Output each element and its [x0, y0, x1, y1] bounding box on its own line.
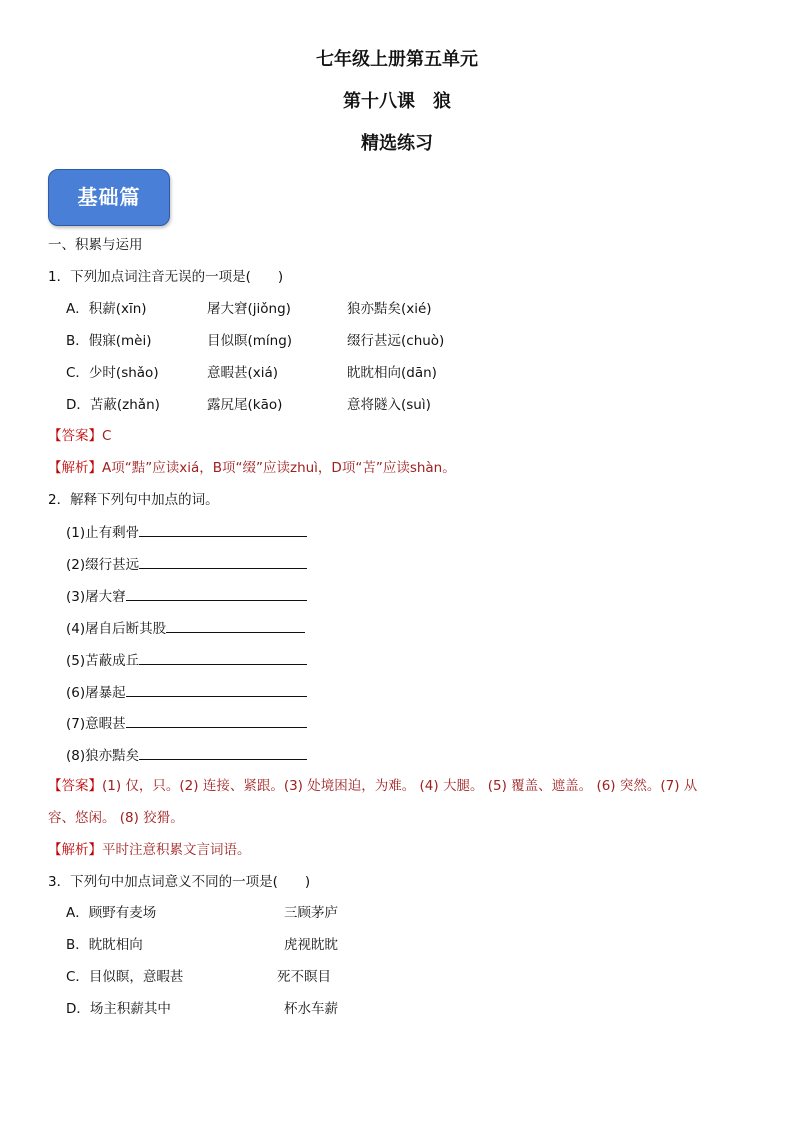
answer-blank[interactable]	[139, 746, 307, 760]
q3-option-c-1: C．目似瞑，意暇甚	[66, 969, 184, 985]
section-heading: 一、积累与运用	[48, 237, 143, 253]
analysis-tag: 【解析】	[48, 842, 102, 858]
answer-tag: 【答案】	[48, 428, 102, 444]
q1-option-b-1: B．假寐(mèi)	[66, 333, 152, 349]
page-title: 七年级上册第五单元	[316, 49, 478, 70]
q3-option-d-2: 杯水车薪	[284, 1001, 338, 1017]
answer-blank[interactable]	[139, 555, 307, 569]
q2-item-text: (1)止有剩骨	[66, 525, 140, 541]
q2-item	[66, 651, 307, 670]
q2-item	[66, 523, 307, 542]
q2-item-text: (5)苫蔽成丘	[66, 653, 140, 669]
q3-option-c-2: 死不瞑目	[277, 969, 331, 985]
answer-tag: 【答案】	[48, 778, 102, 794]
answer-text: C	[102, 428, 112, 444]
answer-blank[interactable]	[139, 651, 307, 665]
q2-item	[66, 683, 307, 702]
question-3-stem: 3．下列句中加点词意义不同的一项是( )	[48, 874, 311, 890]
q2-item	[66, 714, 307, 733]
q1-option-d-2: 露尻尾(kāo)	[207, 397, 283, 413]
q2-item-text: (4)屠自后断其股	[66, 621, 167, 637]
exercise-title: 精选练习	[361, 133, 433, 154]
answer-blank[interactable]	[126, 587, 307, 601]
q2-item-text: (6)屠暴起	[66, 685, 126, 701]
q1-option-d-1: D．苫蔽(zhǎn)	[66, 397, 160, 413]
q2-item	[66, 619, 305, 638]
q1-answer	[48, 427, 111, 445]
q2-item-text: (2)缀行甚远	[66, 557, 140, 573]
basic-level-badge: 基础篇	[48, 169, 170, 226]
q2-item	[66, 555, 307, 574]
q3-option-a-2: 三顾茅庐	[284, 905, 338, 921]
q2-analysis	[48, 841, 251, 859]
lesson-title: 第十八课 狼	[343, 91, 451, 112]
answer-blank[interactable]	[126, 683, 307, 697]
q3-option-a-1: A．顾野有麦场	[66, 905, 157, 921]
answer-blank[interactable]	[166, 619, 305, 633]
q1-option-a-3: 狼亦黠矣(xié)	[347, 301, 432, 317]
analysis-text: A项“黠”应读xiá，B项“缀”应读zhuì，D项“苫”应读shàn。	[102, 460, 456, 476]
q2-item-text: (3)屠大窘	[66, 589, 126, 605]
q1-option-c-2: 意暇甚(xiá)	[207, 365, 279, 381]
analysis-text: 平时注意积累文言词语。	[102, 842, 251, 858]
q1-option-a-1: A．积薪(xīn)	[66, 301, 147, 317]
q3-option-b-2: 虎视眈眈	[284, 937, 338, 953]
question-2-stem: 2．解释下列句中加点的词。	[48, 492, 219, 508]
q1-option-a-2: 屠大窘(jiǒng)	[207, 301, 291, 317]
q3-option-b-1: B．眈眈相向	[66, 937, 143, 953]
answer-blank[interactable]	[139, 523, 307, 537]
q2-item-text: (8)狼亦黠矣	[66, 748, 140, 764]
q1-option-c-1: C．少时(shǎo)	[66, 365, 159, 381]
q2-answer	[48, 777, 697, 795]
q1-option-b-3: 缀行甚远(chuò)	[347, 333, 445, 349]
answer-blank[interactable]	[126, 714, 307, 728]
analysis-tag: 【解析】	[48, 460, 102, 476]
q3-option-d-1: D．场主积薪其中	[66, 1001, 171, 1017]
answer-text-line1: (1) 仅，只。(2) 连接、紧跟。(3) 处境困迫，为难。 (4) 大腿。 (5) 覆盖、遮盖。 (6) 突然。(7) 从	[102, 778, 698, 794]
answer-text-line2: 容、悠闲。 (8) 狡猾。	[48, 810, 184, 826]
q2-item-text: (7)意暇甚	[66, 716, 126, 732]
q2-item	[66, 587, 307, 606]
q1-analysis	[48, 459, 456, 477]
q1-option-c-3: 眈眈相向(dān)	[347, 365, 437, 381]
q2-item	[66, 746, 307, 765]
question-1-stem: 1．下列加点词注音无误的一项是( )	[48, 269, 284, 285]
q1-option-b-2: 目似瞑(míng)	[207, 333, 293, 349]
q1-option-d-3: 意将隧入(suì)	[347, 397, 431, 413]
